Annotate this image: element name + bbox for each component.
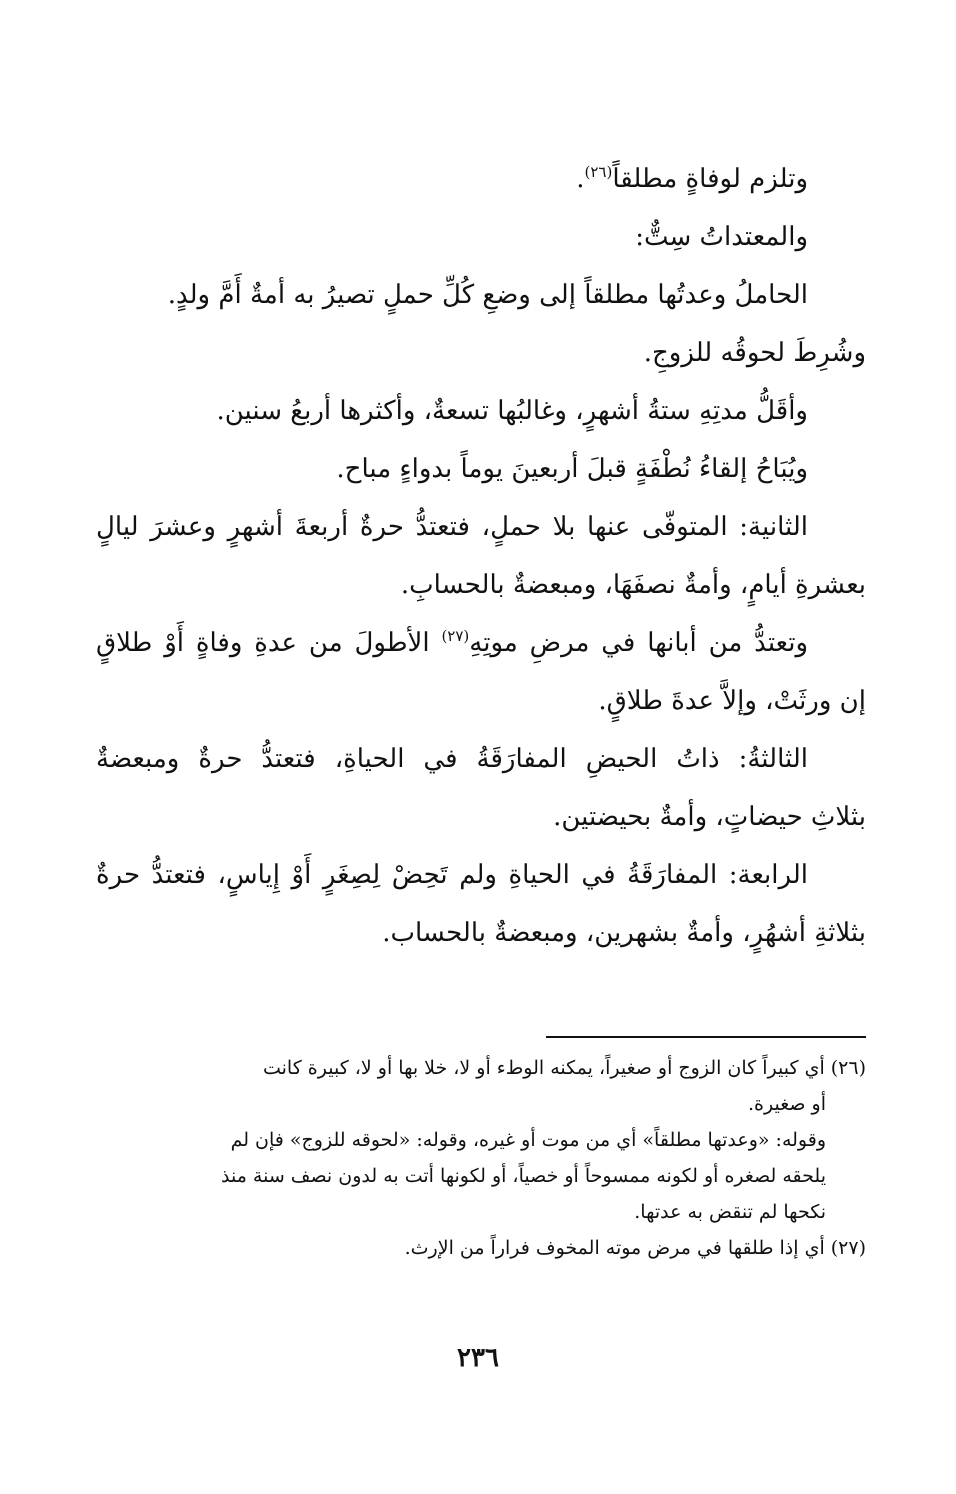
page-number: ٢٣٦: [457, 1343, 499, 1373]
text-segment: .: [576, 164, 585, 194]
text-line: [96, 150, 866, 208]
text-line: [96, 614, 866, 672]
footnote-27: [96, 1230, 866, 1266]
text-line: وأقَلُّ مدتِهِ ستةُ أشهرٍ، وغالبُها تسعةٌ، وأكثرها أربعُ سنين.: [216, 396, 808, 426]
footnote-ref-27[interactable]: (٢٧): [441, 627, 470, 645]
footnote-line: نكحها لم تنقض به عدتها.: [634, 1201, 826, 1223]
text-line: بعشرةِ أيامٍ، وأمةٌ نصفَهَا، ومبعضةٌ بالحسابِ.: [400, 570, 866, 600]
footnote-number: (٢٦): [830, 1057, 866, 1079]
footnote-ref-26[interactable]: (٢٦): [584, 163, 613, 181]
footnote-text: أي كبيراً كان الزوج أو صغيراً، يمكنه الوطء أو لا، خلا بها أو لا، كبيرة كانت: [262, 1057, 825, 1079]
footnote-line: وقوله: «وعدتها مطلقاً» أي من موت أو غيره، وقوله: «لحوقه للزوج» فإن لم: [230, 1129, 826, 1151]
text-segment: وتلزم لوفاةٍ مطلقاً: [612, 164, 808, 194]
footnote-26: [96, 1050, 866, 1086]
text-line: الحاملُ وعدتُها مطلقاً إلى وضعِ كُلِّ حملٍ تصيرُ به أمةٌ أَمَّ ولدٍ.: [167, 280, 808, 310]
text-line: ويُبَاحُ إلقاءُ نُطْفَةٍ قبلَ أربعينَ يوماً بدواءٍ مباح.: [336, 454, 808, 484]
text-line: الرابعة: المفارَقَةُ في الحياةِ ولم تَحِضْ لِصِغَرٍ أَوْ إِياسٍ، فتعتدُّ حرةٌ: [96, 860, 808, 890]
footnote-number: (٢٧): [830, 1237, 866, 1259]
text-line: الثالثةُ: ذاتُ الحيضِ المفارَقَةُ في الحياةِ، فتعتدُّ حرةٌ ومبعضةٌ: [96, 744, 808, 774]
footnote-divider: [546, 1036, 866, 1038]
text-line: وشُرِطَ لحوقُه للزوجِ.: [643, 338, 866, 368]
text-line: والمعتداتُ سِتٌّ:: [635, 222, 808, 252]
footnotes: [96, 1050, 866, 1266]
footnote-line: يلحقه لصغره أو لكونه ممسوحاً أو خصياً، أو لكونها أتت به لدون نصف سنة منذ: [220, 1165, 826, 1187]
text-segment: وتعتدُّ من أبانها في مرضِ موتِهِ: [469, 628, 808, 658]
footnote-line: أو صغيرة.: [747, 1093, 826, 1115]
text-line: بثلاثِ حيضاتٍ، وأمةٌ بحيضتين.: [553, 802, 866, 832]
main-text: [96, 150, 866, 962]
text-line: إن ورثَتْ، وإلاَّ عدةَ طلاقٍ.: [598, 686, 866, 716]
text-line: الثانية: المتوفّى عنها بلا حملٍ، فتعتدُّ حرةٌ أربعةَ أشهرٍ وعشرَ ليالٍ: [96, 512, 808, 542]
text-line: بثلاثةِ أشهُرٍ، وأمةٌ بشهرين، ومبعضةٌ بالحساب.: [382, 918, 866, 948]
text-segment: الأطولَ من عدةِ وفاةٍ أَوْ طلاقٍ: [96, 628, 442, 658]
footnote-text: أي إذا طلقها في مرض موته المخوف فراراً من الإرث.: [404, 1237, 825, 1259]
